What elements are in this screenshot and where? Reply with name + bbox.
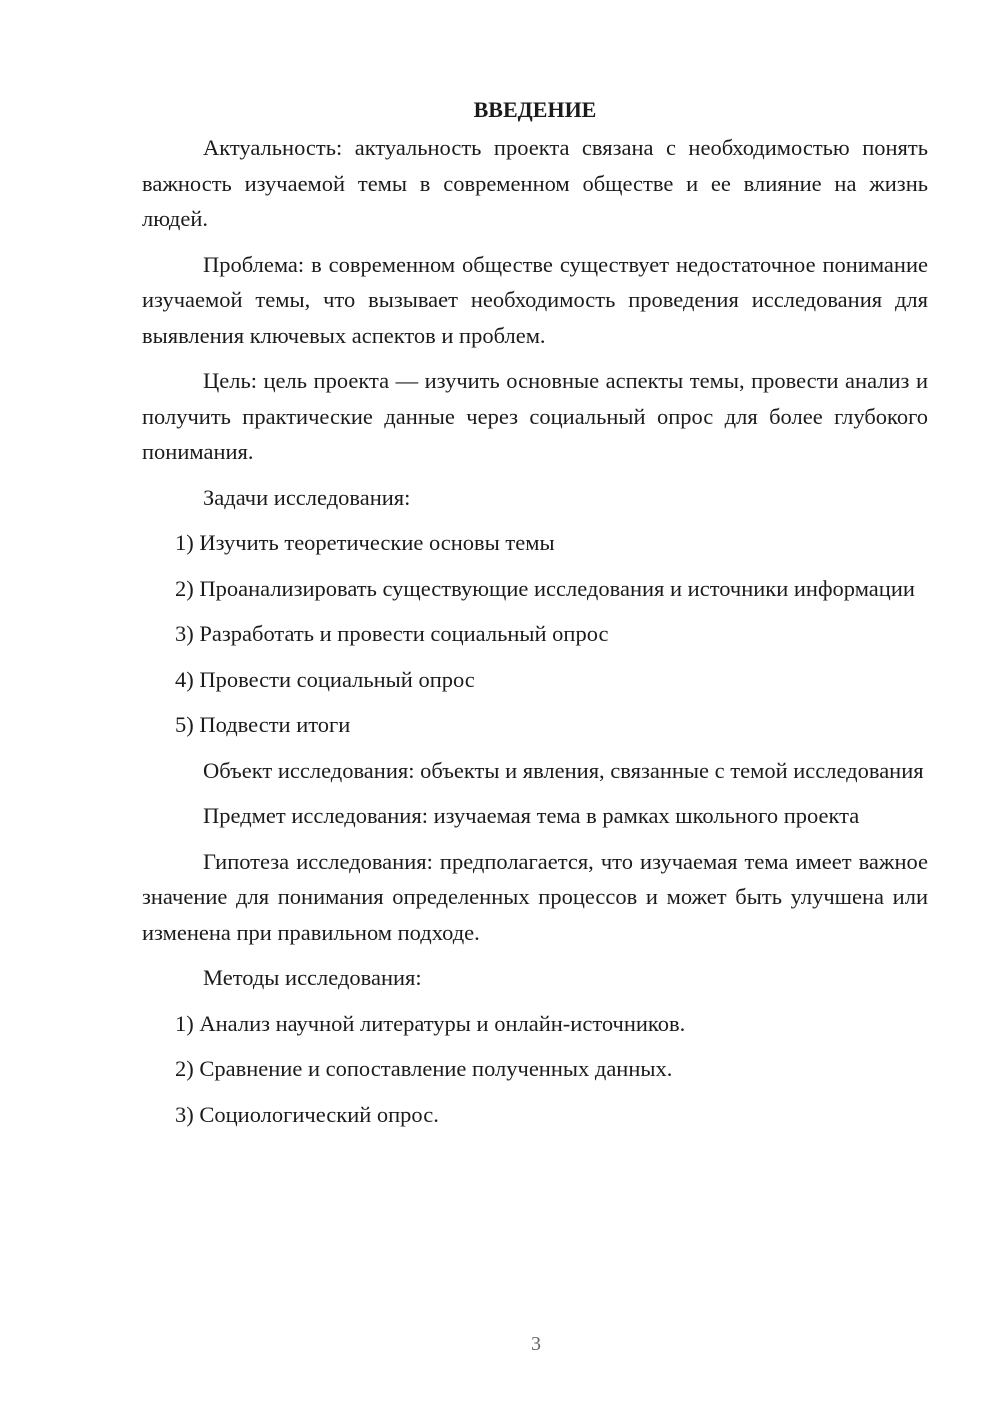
task-item: 2) Проанализировать существующие исследования и источники информации (175, 575, 915, 601)
method-item: 3) Социологический опрос. (175, 1101, 439, 1127)
task-item: 4) Провести социальный опрос (175, 666, 475, 692)
task-item: 5) Подвести итоги (175, 712, 351, 737)
document-page (142, 94, 928, 1142)
goal-paragraph: Цель: цель проекта — изучить основные аспекты темы, провести анализ и получить практические данные через социальный опрос для более глубокого понимания. (142, 368, 928, 464)
page-title: ВВЕДЕНИЕ (473, 97, 597, 122)
method-item: 1) Анализ научной литературы и онлайн-источников. (175, 1010, 686, 1036)
task-item: 3) Разработать и провести социальный опрос (175, 621, 609, 646)
problem-paragraph: Проблема: в современном обществе существует недостаточное понимание изучаемой темы, что вызывает необходимость проведения исследования для выявления ключевых аспектов и проблем. (142, 251, 928, 348)
subject-paragraph: Предмет исследования: изучаемая тема в рамках школьного проекта (203, 803, 860, 828)
method-item: 2) Сравнение и сопоставление полученных данных. (175, 1056, 673, 1081)
page-number: 3 (531, 1333, 541, 1355)
tasks-heading: Задачи исследования: (203, 484, 411, 510)
hypothesis-paragraph: Гипотеза исследования: предполагается, что изучаемая тема имеет важное значение для понимания определенных процессов и может быть улучшена или изменена при правильном подходе. (142, 848, 928, 945)
object-paragraph: Объект исследования: объекты и явления, связанные с темой исследования (203, 757, 924, 783)
task-item: 1) Изучить теоретические основы темы (175, 530, 555, 555)
methods-heading: Методы исследования: (203, 965, 422, 990)
relevance-paragraph: Актуальность: актуальность проекта связана с необходимостью понять важность изучаемой темы в современном обществе и ее влияние на жизнь людей. (142, 135, 928, 231)
